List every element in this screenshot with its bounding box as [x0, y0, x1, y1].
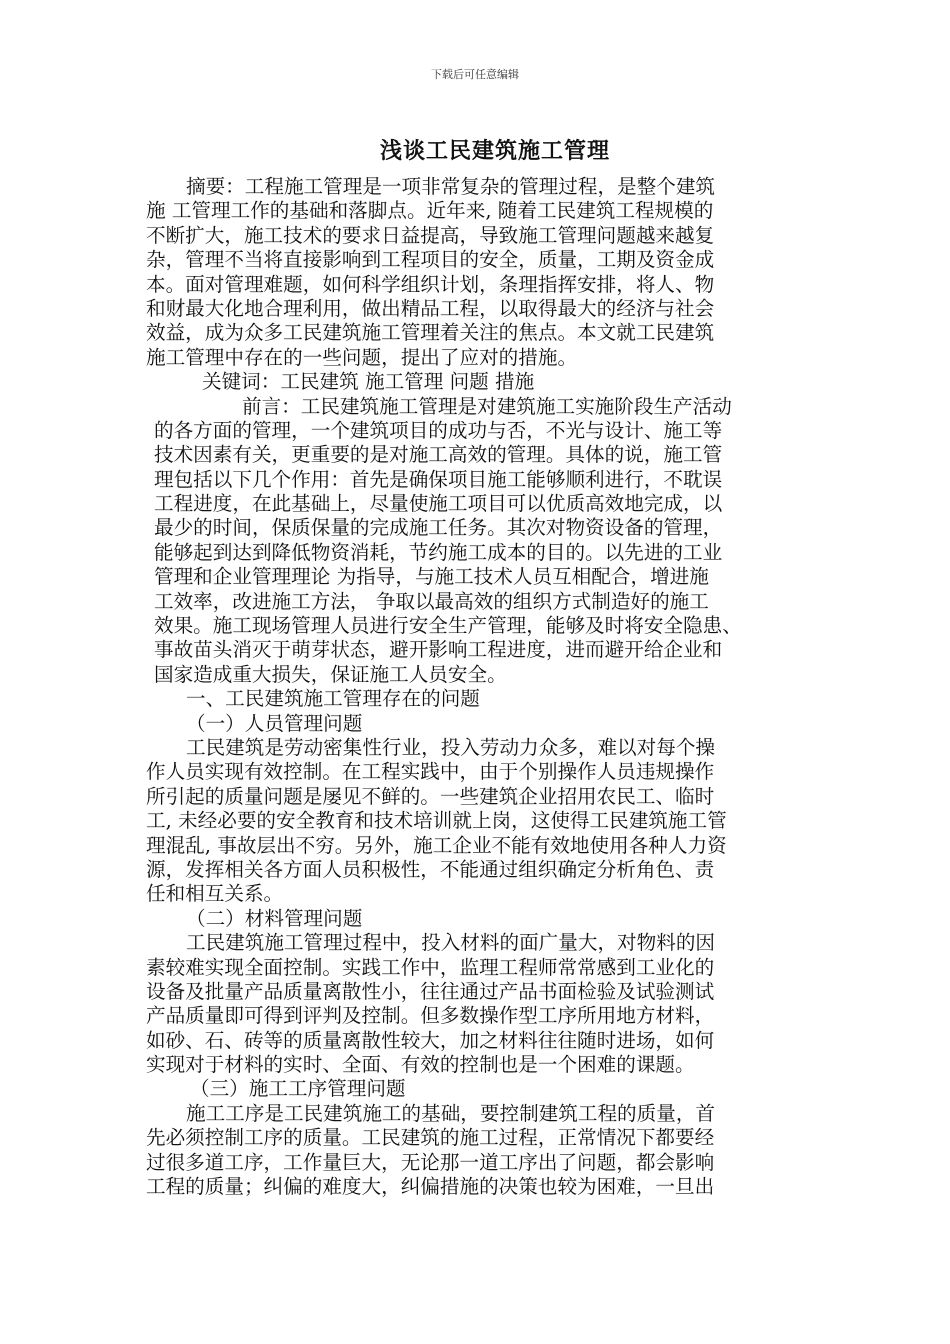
- paragraph-line: 理混乱, 事故层出不穷。另外，施工企业不能有效地使用各种人力资: [146, 833, 727, 857]
- paragraph-line: 源，发挥相关各方面人员积极性，不能通过组织确定分析角色、责: [146, 857, 715, 881]
- preface-line: 技术因素有关，更重要的是对施工高效的管理。具体的说，施工管: [154, 443, 723, 467]
- preface-line: 管理和企业管理理论 为指导，与施工技术人员互相配合，增进施: [154, 565, 709, 589]
- preface-line: 工程进度，在此基础上，尽量使施工项目可以优质高效地完成，以: [154, 492, 723, 516]
- preface-line: 理包括以下几个作用：首先是确保项目施工能够顺利进行，不耽误: [154, 467, 723, 491]
- paragraph-line: 产品质量即可得到评判及控制。但多数操作型工序所用地方材料，: [146, 1004, 715, 1028]
- preface-line: 最少的时间，保质保量的完成施工任务。其次对物资设备的管理，: [154, 516, 723, 540]
- paragraph-line: 先必须控制工序的质量。工民建筑的施工过程，正常情况下都要经: [146, 1126, 715, 1150]
- preface-line: 国家造成重大损失，保证施工人员安全。: [154, 662, 507, 686]
- document-body: [146, 175, 816, 1199]
- preface-line: 的各方面的管理，一个建筑项目的成功与否，不光与设计、施工等: [154, 418, 723, 442]
- abstract-line: 不断扩大，施工技术的要求日益提高，导致施工管理问题越来越复: [146, 223, 715, 247]
- paragraph-line: 工程的质量；纠偏的难度大，纠偏措施的决策也较为困难，一旦出: [146, 1175, 715, 1199]
- paragraph-line: 作人员实现有效控制。在工程实践中，由于个别操作人员违规操作: [146, 760, 715, 784]
- preface-line: 前言：工民建筑施工管理是对建筑施工实施阶段生产活动: [242, 394, 732, 418]
- subsection-heading: （二）材料管理问题: [186, 906, 363, 930]
- preface-line: 能够起到达到降低物资消耗，节约施工成本的目的。以先进的工业: [154, 540, 723, 564]
- preface-line: 效果。施工现场管理人员进行安全生产管理，能够及时将安全隐患、: [154, 614, 742, 638]
- paragraph-line: 工, 未经必要的安全教育和技术培训就上岗，这使得工民建筑施工管: [146, 809, 727, 833]
- abstract-line: 和财最大化地合理利用，做出精品工程，以取得最大的经济与社会: [146, 296, 715, 320]
- abstract-line: 杂，管理不当将直接影响到工程项目的安全，质量，工期及资金成: [146, 248, 715, 272]
- document-title: 浅谈工民建筑施工管理: [379, 138, 610, 164]
- paragraph-line: 素较难实现全面控制。实践工作中，监理工程师常常感到工业化的: [146, 955, 715, 979]
- abstract-line: 效益，成为众多工民建筑施工管理着关注的焦点。本文就工民建筑: [146, 321, 715, 345]
- preface-line: 工效率，改进施工方法， 争取以最高效的组织方式制造好的施工: [154, 589, 709, 613]
- abstract-line: 本。面对管理难题，如何科学组织计划，条理指挥安排，将人、物: [146, 272, 715, 296]
- subsection-heading: （三）施工工序管理问题: [190, 1077, 406, 1101]
- abstract-line: 施工管理中存在的一些问题，提出了应对的措施。: [146, 345, 578, 369]
- download-note: 下载后可任意编辑: [431, 68, 519, 81]
- abstract-line: 摘要：工程施工管理是一项非常复杂的管理过程，是整个建筑: [186, 175, 716, 198]
- paragraph-line: 如砂、石、砖等的质量离散性较大，加之材料往往随时进场，如何: [146, 1028, 715, 1052]
- paragraph-line: 过很多道工序，工作量巨大，无论那一道工序出了问题，都会影响: [146, 1150, 715, 1174]
- subsection-heading: （一）人员管理问题: [186, 711, 363, 735]
- preface-line: 事故苗头消灭于萌芽状态，避开影响工程进度，进而避开给企业和: [154, 638, 723, 662]
- paragraph-line: 设备及批量产品质量离散性小，往往通过产品书面检验及试验测试: [146, 979, 715, 1003]
- abstract-line: 施 工管理工作的基础和落脚点。近年来, 随着工民建筑工程规模的: [146, 199, 714, 223]
- paragraph-line: 工民建筑是劳动密集性行业，投入劳动力众多，难以对每个操: [186, 735, 716, 759]
- keywords-line: 关键词：工民建筑 施工管理 问题 措施: [202, 370, 535, 394]
- paragraph-line: 所引起的质量问题是屡见不鲜的。一些建筑企业招用农民工、临时: [146, 784, 715, 808]
- paragraph-line: 实现对于材料的实时、全面、有效的控制也是一个困难的课题。: [146, 1053, 695, 1077]
- section-heading: 一、工民建筑施工管理存在的问题: [186, 687, 480, 711]
- paragraph-line: 施工工序是工民建筑施工的基础，要控制建筑工程的质量，首: [186, 1101, 716, 1125]
- paragraph-line: 任和相互关系。: [146, 882, 284, 906]
- paragraph-line: 工民建筑施工管理过程中，投入材料的面广量大，对物料的因: [186, 931, 716, 955]
